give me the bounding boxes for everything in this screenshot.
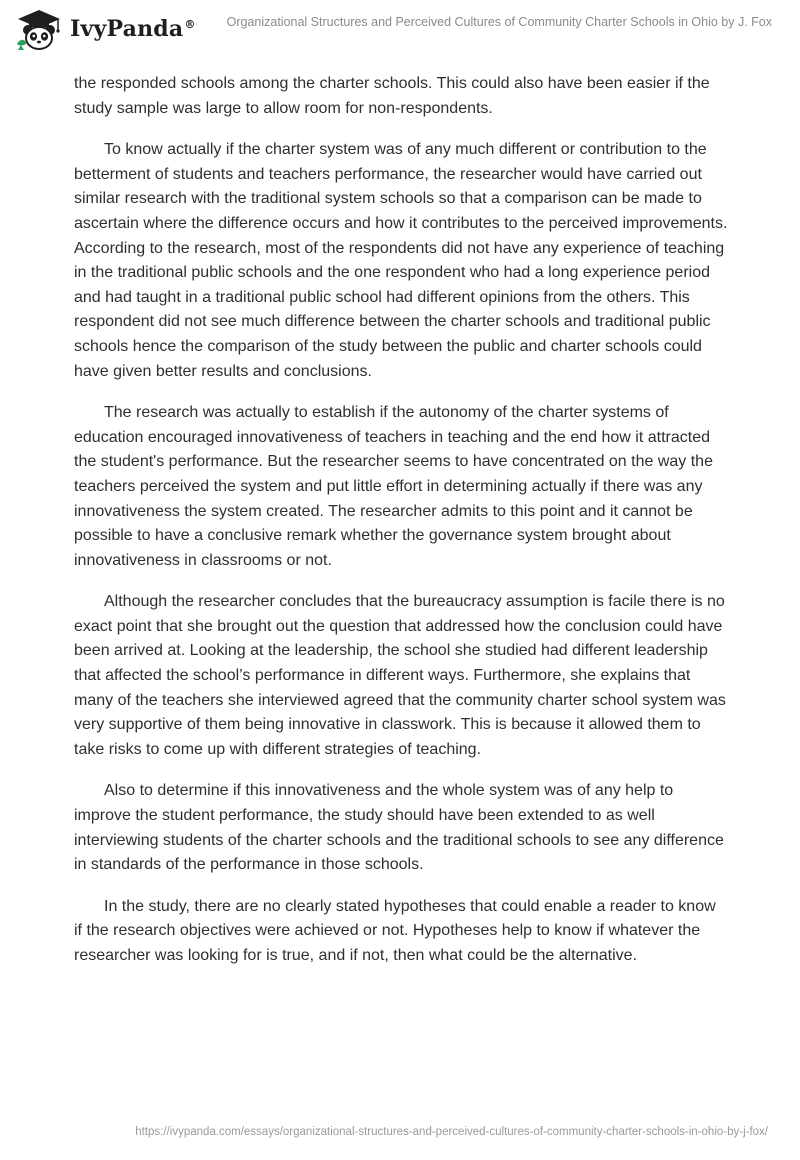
panda-graduate-icon	[14, 8, 64, 52]
paragraph-continued: the responded schools among the charter schools. This could also have been easier if the study sample was large to allow room for non-respondents.	[74, 75, 710, 117]
paragraph: To know actually if the charter system was of any much different or contribution to the betterment of students and teachers performance, the researcher would have carried out similar research with the traditional system schools so that a comparison can be made to ascertain where the difference occurs and how it contributes to the perceived improvements. According to the research, most of the respondents did not have any experience of teaching in the traditional public schools and the one respondent who had a long experience period and had taught in a traditional public school had different opinions from the others. This respondent did not see much difference between the charter schools and traditional public schools hence the comparison of the study between the public and charter schools could have given better results and conclusions.	[74, 141, 728, 380]
paragraph: Although the researcher concludes that the bureaucracy assumption is facile there is no exact point that she brought out the question that addressed how the conclusion could have been arrived at. Looking at the leadership, the school she studied had different leadership that affected the school’s performance in different ways. Furthermore, she explains that many of the teachers she interviewed agreed that the community charter school system was very supportive of them being innovative in classwork. This is because it allowed them to take risks to come up with different strategies of teaching.	[74, 593, 726, 758]
paragraph: Also to determine if this innovativeness and the whole system was of any help to improve the student performance, the study should have been extended to as well interviewing students of the charter schools and the traditional schools to see any difference in standards of the performance in those schools.	[74, 782, 724, 874]
essay-body	[74, 72, 728, 986]
paragraph: The research was actually to establish if the autonomy of the charter systems of education encouraged innovativeness of teachers in teaching and the end how it attracted the student's performance. But the researcher seems to have concentrated on the way the teachers perceived the system and put little effort in determining actually if there was any innovativeness the system created. The researcher admits to this point and it cannot be possible to have a conclusive remark whether the governance system brought about innovativeness in classrooms or not.	[74, 404, 713, 569]
source-url-link[interactable]: https://ivypanda.com/essays/organizational-structures-and-perceived-cultures-of-community-charter-schools-in-ohio-by-j-fox/	[135, 1126, 768, 1138]
brand-logo[interactable]	[14, 8, 196, 52]
page-header	[0, 0, 800, 62]
paragraph: In the study, there are no clearly stated hypotheses that could enable a reader to know if the research objectives were achieved or not. Hypotheses help to know if whatever the researcher was looking for is true, and if not, then what could be the alternative.	[74, 897, 716, 964]
document-title: Organizational Structures and Perceived Cultures of Community Charter Schools in Ohio by J. Fox	[226, 15, 772, 29]
brand-name: IvyPanda®	[70, 16, 196, 42]
